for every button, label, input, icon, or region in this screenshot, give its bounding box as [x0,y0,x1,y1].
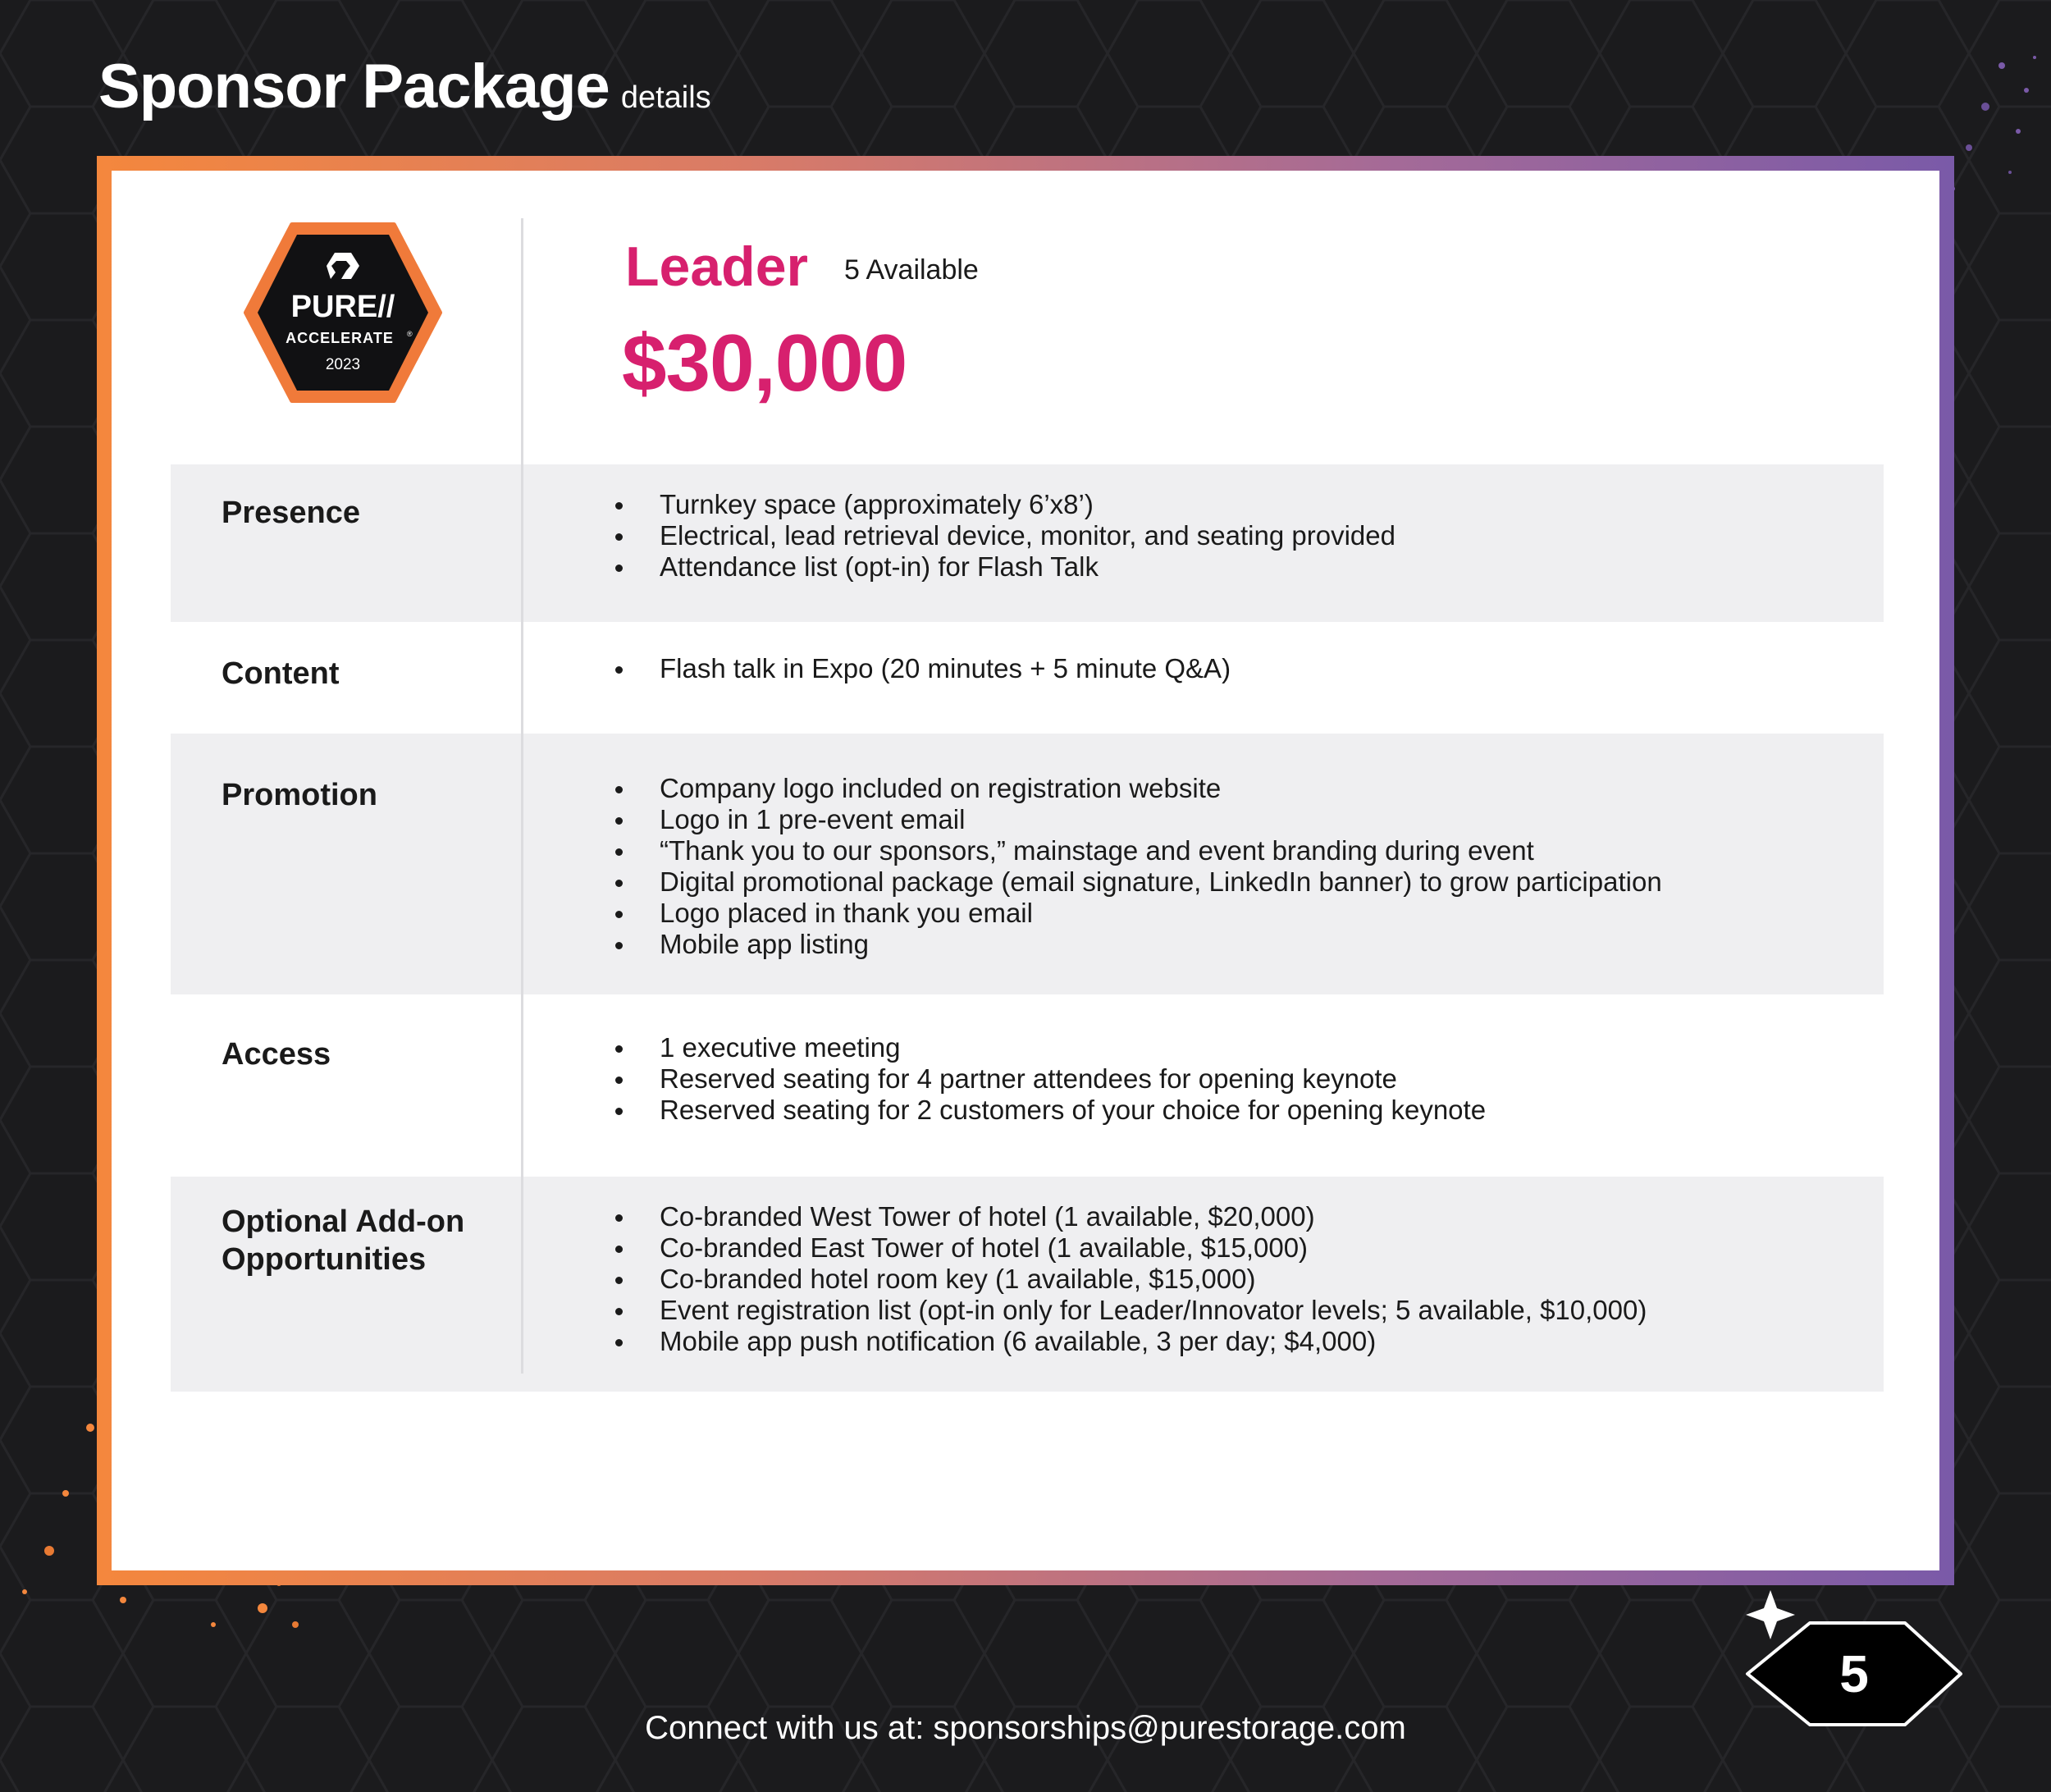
list-item: Electrical, lead retrieval device, monitor, and seating provided [612,520,1396,551]
page-number: 5 [1839,1644,1869,1703]
list-item: Company logo included on registration website [612,773,1662,804]
section-label: Presence [222,496,361,530]
badge-brand: PURE// [290,290,395,324]
section-items [612,653,1231,684]
section-access [171,994,1884,1177]
list-item: 1 executive meeting [612,1032,1486,1063]
section-label: Optional Add-on Opportunities [222,1205,465,1277]
gradient-frame [97,156,1954,1585]
list-item: Turnkey space (approximately 6’x8’) [612,489,1396,520]
tier-price: $30,000 [622,318,907,408]
pure-accelerate-badge [243,220,443,405]
list-item: Digital promotional package (email signature, LinkedIn banner) to grow participation [612,866,1662,898]
section-label: Content [222,656,340,691]
tier-availability: 5 Available [844,254,979,286]
column-divider [521,218,523,1374]
section-presence [171,464,1884,622]
section-label: Access [222,1037,331,1072]
section-items [612,1032,1486,1126]
list-item: Co-branded West Tower of hotel (1 available, $20,000) [612,1201,1647,1232]
section-label: Promotion [222,778,377,812]
package-card [112,171,1939,1570]
section-promotion [171,734,1884,994]
list-item: Reserved seating for 2 customers of your choice for opening keynote [612,1095,1486,1126]
badge-registered-mark: ® [407,330,413,338]
section-optional-add-ons [171,1177,1884,1392]
list-item: “Thank you to our sponsors,” mainstage and event branding during event [612,835,1662,866]
footer-contact: Connect with us at: sponsorships@purestorage.com [645,1710,1406,1746]
sparkle-icon [1746,1590,1795,1639]
tier-name: Leader [625,235,808,298]
section-content [171,622,1884,734]
badge-event: ACCELERATE [285,330,394,346]
page-subtitle: details [620,80,711,115]
list-item: Mobile app push notification (6 available, 3 per day; $4,000) [612,1326,1647,1357]
list-item: Logo placed in thank you email [612,898,1662,929]
list-item: Co-branded hotel room key (1 available, $15,000) [612,1264,1647,1295]
list-item: Reserved seating for 4 partner attendees for opening keynote [612,1063,1486,1095]
section-items [612,773,1662,960]
list-item: Attendance list (opt-in) for Flash Talk [612,551,1396,583]
list-item: Event registration list (opt-in only for Leader/Innovator levels; 5 available, $10,000) [612,1295,1647,1326]
badge-year: 2023 [325,356,361,373]
list-item: Mobile app listing [612,929,1662,960]
tier-header [625,235,979,299]
list-item: Co-branded East Tower of hotel (1 available, $15,000) [612,1232,1647,1264]
list-item: Logo in 1 pre-event email [612,804,1662,835]
page-title: Sponsor Package [98,52,610,121]
section-items [612,1201,1647,1357]
list-item: Flash talk in Expo (20 minutes + 5 minute Q&A) [612,653,1231,684]
page-heading [98,51,711,122]
section-items [612,489,1396,583]
